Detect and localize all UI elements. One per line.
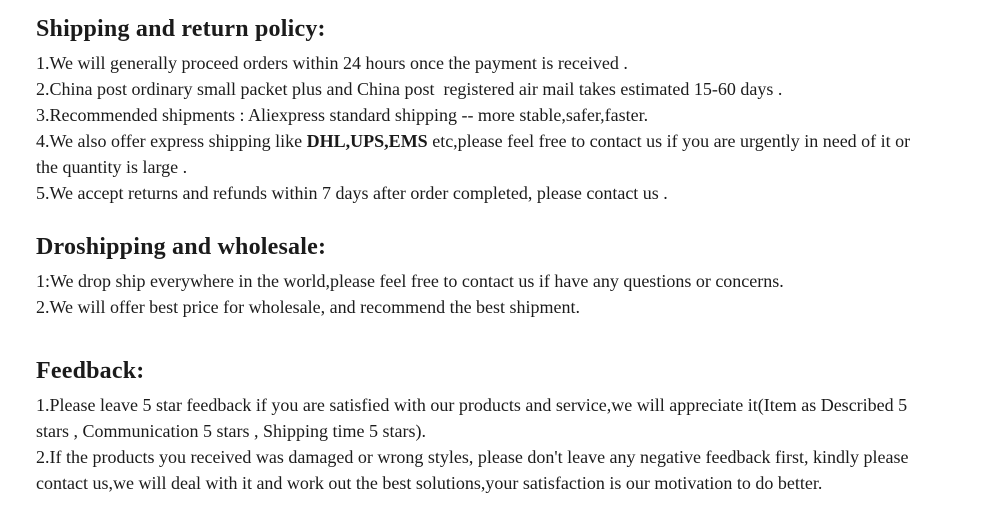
policy-item-5: 5.We accept returns and refunds within 7 days after order completed, please contact us . <box>36 183 668 203</box>
section-dropshipping-wholesale <box>36 232 932 320</box>
policy-item-1: 1.We will generally proceed orders within 24 hours once the payment is received . <box>36 53 628 73</box>
section-shipping-return-policy <box>36 14 932 206</box>
policy-item-4-suffix: etc,please feel free to contact us if you are urgently in need of it or the quantity is large . <box>36 131 915 177</box>
wholesale-item-2: 2.We will offer best price for wholesale, and recommend the best shipment. <box>36 297 581 317</box>
dropshipping-wholesale-heading: Droshipping and wholesale: <box>36 234 327 260</box>
express-couriers-bold-text: DHL,UPS,EMS <box>306 131 428 151</box>
feedback-heading: Feedback: <box>36 358 145 384</box>
policy-item-3: 3.Recommended shipments : Aliexpress standard shipping -- more stable,safer,faster. <box>36 105 649 125</box>
policy-item-4-prefix: 4.We also offer express shipping like <box>36 131 307 151</box>
feedback-item-2: 2.If the products you received was damaged or wrong styles, please don't leave any negative feedback first, kindly please contact us,we will deal with it and work out the best solutions,your satisfaction is our motivation to do better. <box>36 447 913 493</box>
policy-item-4 <box>36 128 932 180</box>
feedback-item-1: 1.Please leave 5 star feedback if you are satisfied with our products and service,we will appreciate it(Item as Described 5 stars , Communication 5 stars , Shipping time 5 stars). <box>36 395 912 441</box>
wholesale-item-1: 1:We drop ship everywhere in the world,please feel free to contact us if have any questions or concerns. <box>36 271 784 291</box>
shipping-return-policy-heading: Shipping and return policy: <box>36 16 326 42</box>
policy-item-2: 2.China post ordinary small packet plus and China post registered air mail takes estimated 15-60 days . <box>36 79 783 99</box>
section-feedback <box>36 356 932 496</box>
